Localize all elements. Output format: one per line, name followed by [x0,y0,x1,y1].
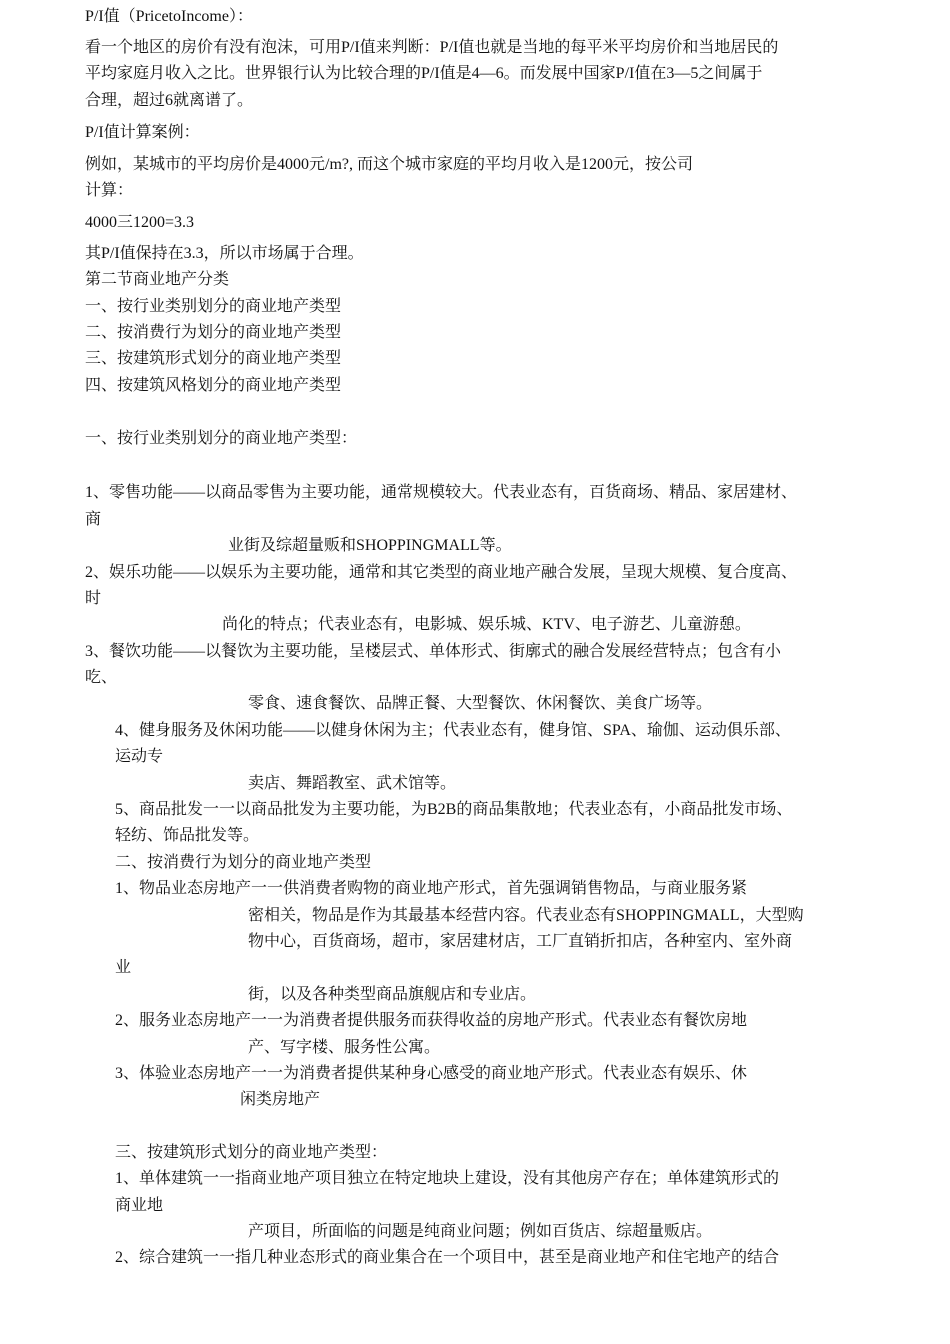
list-item: 5、商品批发一一以商品批发为主要功能，为B2B的商品集散地；代表业态有，小商品批发市场、 [115,801,793,818]
list-item-continuation: 零食、速食餐饮、品牌正餐、大型餐饮、休闲餐饮、美食广场等。 [248,695,713,712]
paragraph-line: 例如，某城市的平均房价是4000元/m?, 而这个城市家庭的平均月收入是1200元，按公司 [85,156,693,173]
list-item-wrap: 运动专 [115,748,164,765]
list-item-continuation: 物中心，百货商场，超市，家居建材店，工厂直销折扣店，各种室内、室外商 [248,933,793,950]
list-item-wrap: 轻纺、饰品批发等。 [115,827,260,844]
paragraph-line: 合理，超过6就离谱了。 [85,92,254,109]
list-item: 2、服务业态房地产一一为消费者提供服务而获得收益的房地产形式。代表业态有餐饮房地 [115,1012,748,1029]
list-item-continuation: 产项目，所面临的问题是纯商业问题；例如百货店、综超量贩店。 [248,1223,713,1240]
list-item-wrap: 业 [115,959,132,976]
subsection-heading: 一、按行业类别划分的商业地产类型： [85,430,358,447]
list-item-wrap: 吃、 [85,669,118,686]
list-item-continuation: 闲类房地产 [240,1091,321,1108]
list-item: 1、物品业态房地产一一供消费者购物的商业地产形式，首先强调销售物品，与商业服务紧 [115,880,748,897]
section-heading: 第二节商业地产分类 [85,271,230,288]
list-item-wrap: 商 [85,511,102,528]
paragraph-line: 计算： [85,182,134,199]
paragraph-line: 平均家庭月收入之比。世界银行认为比较合理的P/I值是4—6。而发展中国家P/I值在3—5之间属于 [85,65,763,82]
outline-item: 一、按行业类别划分的商业地产类型 [85,298,342,315]
heading-pi-value: P/I值（PricetoIncome）： [85,8,253,25]
heading-pi-example: P/I值计算案例： [85,124,200,141]
subsection-heading: 三、按建筑形式划分的商业地产类型： [115,1144,388,1161]
paragraph-line: 其P/I值保持在3.3，所以市场属于合理。 [85,245,364,262]
paragraph-line: 看一个地区的房价有没有泡沫，可用P/I值来判断：P/I值也就是当地的每平米平均房价和当地居民的 [85,39,779,56]
list-item: 4、健身服务及休闲功能——以健身休闲为主；代表业态有，健身馆、SPA、瑜伽、运动俱乐部、 [115,722,791,739]
list-item-continuation: 业街及综超量贩和SHOPPINGMALL等。 [228,537,512,554]
list-item-continuation: 卖店、舞蹈教室、武术馆等。 [248,775,457,792]
list-item-continuation: 产、写字楼、服务性公寓。 [248,1039,441,1056]
list-item-continuation: 街，以及各种类型商品旗舰店和专业店。 [248,986,537,1003]
list-item: 2、综合建筑一一指几种业态形式的商业集合在一个项目中，甚至是商业地产和住宅地产的结合 [115,1249,780,1266]
list-item-wrap: 商业地 [115,1197,164,1214]
list-item: 2、娱乐功能——以娱乐为主要功能，通常和其它类型的商业地产融合发展，呈现大规模、复合度高、 [85,564,798,581]
outline-item: 二、按消费行为划分的商业地产类型 [85,324,342,341]
list-item: 3、餐饮功能——以餐饮为主要功能，呈楼层式、单体形式、街廓式的融合发展经营特点；包含有小 [85,643,782,660]
list-item: 1、单体建筑一一指商业地产项目独立在特定地块上建设，没有其他房产存在；单体建筑形式的 [115,1170,780,1187]
outline-item: 四、按建筑风格划分的商业地产类型 [85,377,342,394]
subsection-heading: 二、按消费行为划分的商业地产类型 [115,854,372,871]
list-item-continuation: 尚化的特点；代表业态有，电影城、娱乐城、KTV、电子游艺、儿童游憩。 [222,616,751,633]
list-item: 3、体验业态房地产一一为消费者提供某种身心感受的商业地产形式。代表业态有娱乐、休 [115,1065,748,1082]
formula-line: 4000三1200=3.3 [85,214,195,231]
list-item-continuation: 密相关，物品是作为其最基本经营内容。代表业态有SHOPPINGMALL，大型购 [248,907,804,924]
outline-item: 三、按建筑形式划分的商业地产类型 [85,350,342,367]
list-item: 1、零售功能——以商品零售为主要功能，通常规模较大。代表业态有，百货商场、精品、家居建材、 [85,484,798,501]
list-item-wrap: 时 [85,590,102,607]
